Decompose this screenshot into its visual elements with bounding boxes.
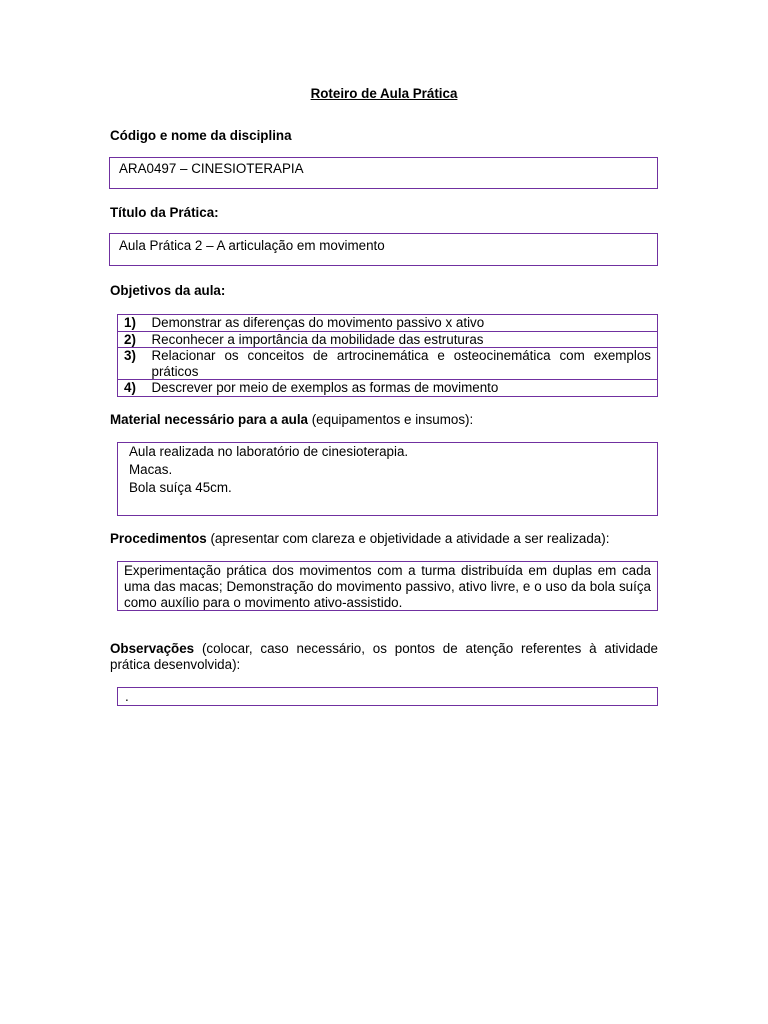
observacoes-label bbox=[110, 641, 658, 673]
document-title: Roteiro de Aula Prática bbox=[310, 86, 458, 101]
titulo-label-colon: : bbox=[214, 205, 219, 220]
observacoes-label-bold: Observações bbox=[110, 641, 195, 656]
objetivo-row bbox=[118, 315, 658, 332]
procedimentos-label-normal: (apresentar com clareza e objetividade a atividade a ser realizada): bbox=[206, 531, 610, 546]
objetivo-row bbox=[118, 348, 658, 380]
observacoes-box bbox=[117, 687, 658, 706]
material-line: Bola suíça 45cm. bbox=[129, 480, 232, 495]
objetivo-number: 3) bbox=[118, 348, 152, 380]
titulo-label-text: Título da Prática bbox=[110, 205, 215, 220]
titulo-label bbox=[110, 205, 219, 221]
material-box bbox=[117, 442, 658, 516]
objetivos-table bbox=[117, 314, 658, 397]
objetivos-label-colon: : bbox=[220, 283, 226, 298]
observacoes-label-normal: (colocar, caso necessário, os pontos de atenção referentes à atividade prática desenvolvida): bbox=[110, 641, 658, 672]
disciplina-box bbox=[109, 157, 658, 189]
objetivo-row bbox=[118, 331, 658, 348]
objetivo-row bbox=[118, 380, 658, 397]
objetivo-text: Demonstrar as diferenças do movimento passivo x ativo bbox=[152, 315, 658, 332]
objetivo-text: Descrever por meio de exemplos as formas de movimento bbox=[152, 380, 658, 397]
procedimentos-text: Experimentação prática dos movimentos com a turma distribuída em duplas em cada uma das macas; Demonstração do movimento passivo, ativo livre, e o uso da bola suíça como auxílio para o movimento ativo-assistido. bbox=[124, 563, 651, 610]
material-lines bbox=[129, 443, 408, 497]
objetivos-label bbox=[110, 283, 225, 299]
objetivo-text: Reconhecer a importância da mobilidade das estruturas bbox=[152, 331, 658, 348]
material-label bbox=[110, 412, 473, 428]
material-line: Macas. bbox=[129, 462, 173, 477]
objetivo-text: Relacionar os conceitos de artrocinemática e osteocinemática com exemplos práticos bbox=[152, 348, 658, 380]
procedimentos-box bbox=[117, 561, 658, 611]
disciplina-label: Código e nome da disciplina bbox=[110, 128, 292, 143]
procedimentos-label bbox=[110, 531, 609, 547]
objetivo-number: 1) bbox=[118, 315, 152, 332]
observacoes-value: . bbox=[125, 689, 129, 704]
material-line: Aula realizada no laboratório de cinesioterapia. bbox=[129, 444, 409, 459]
material-label-normal: (equipamentos e insumos): bbox=[308, 412, 474, 427]
objetivos-label-text: Objetivos da aula bbox=[110, 283, 221, 298]
objetivo-number: 2) bbox=[118, 331, 152, 348]
titulo-box bbox=[109, 233, 658, 266]
disciplina-value: ARA0497 – CINESIOTERAPIA bbox=[119, 161, 304, 176]
material-label-bold: Material necessário para a aula bbox=[110, 412, 308, 427]
titulo-value: Aula Prática 2 – A articulação em movimento bbox=[119, 238, 385, 253]
objetivo-number: 4) bbox=[118, 380, 152, 397]
procedimentos-label-bold: Procedimentos bbox=[110, 531, 207, 546]
